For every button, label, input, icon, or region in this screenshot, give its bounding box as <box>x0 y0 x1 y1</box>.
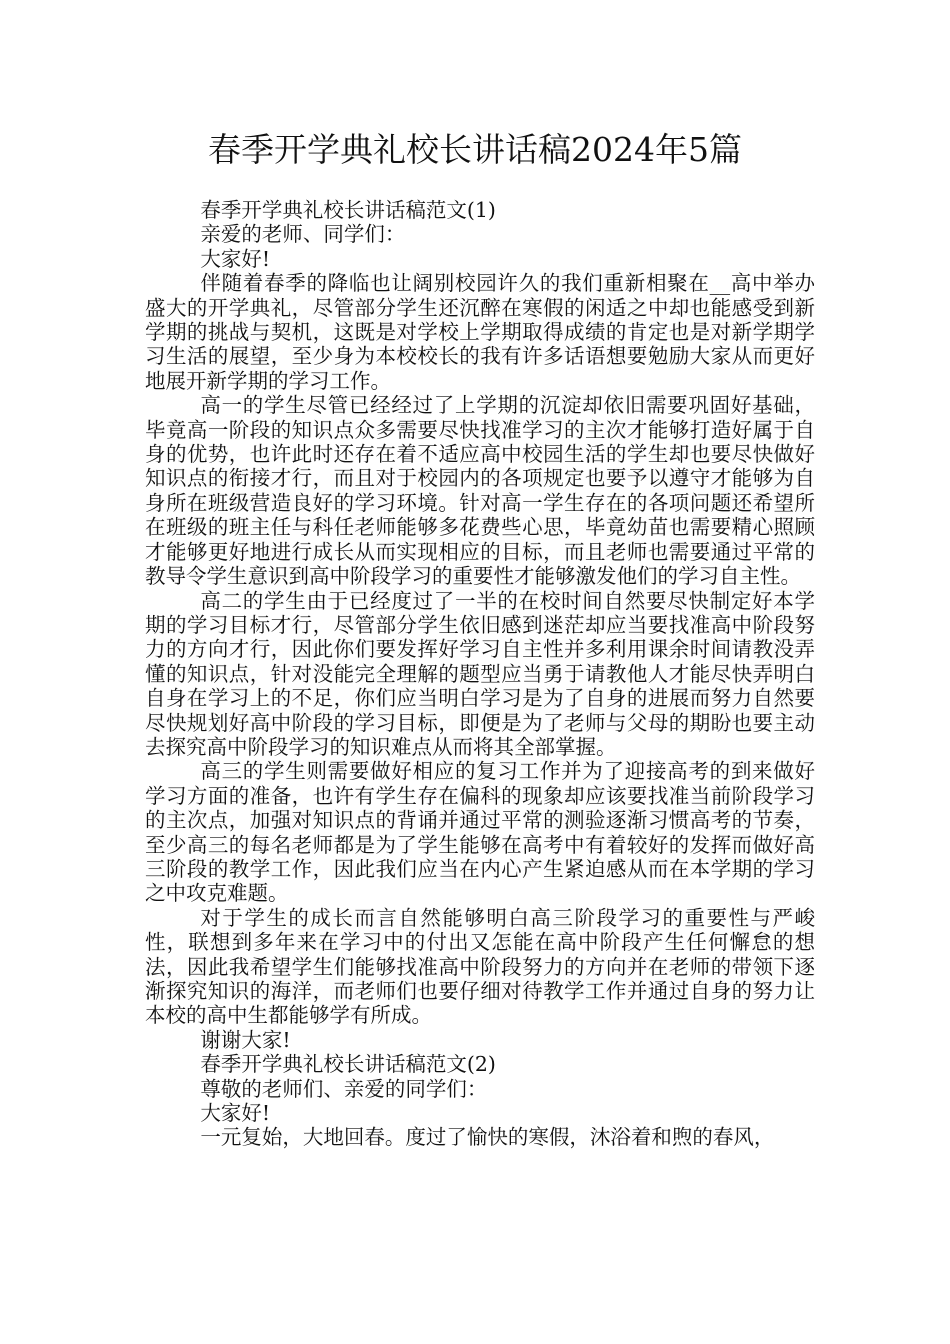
salutation-1: 亲爱的老师、同学们： <box>200 222 406 247</box>
paragraph-grade-11: 高二的学生由于已经度过了一半的在校时间自然要尽快制定好本学期的学习目标才行，尽管部分学生依旧感到迷茫却应当要找准高中阶段努力的方向才行，因此你们要发挥好学习自主性并多利用课余时间请教没弄懂的知识点，针对没能完全理解的题型应当勇于请教他人才能尽快弄明白自身在学习上的不足，你们应当明白学习是为了自身的进展而努力自然要尽快规划好高中阶段的学习目标，即便是为了老师与父母的期盼也要主动去探究高中阶段学习的知识难点从而将其全部掌握。 <box>145 588 815 759</box>
paragraph-grade-12: 高三的学生则需要做好相应的复习工作并为了迎接高考的到来做好学习方面的准备，也许有学生存在偏科的现象却应该要找准当前阶段学习的主次点，加强对知识点的背诵并通过平常的测验逐渐习惯高考的节奏，至少高三的每名老师都是为了学生能够在高考中有着较好的发挥而做好高三阶段的教学工作，因此我们应当在内心产生紧迫感从而在本学期的学习之中攻克难题。 <box>145 759 815 906</box>
greeting-2: 大家好! <box>200 1101 271 1126</box>
section-heading-1: 春季开学典礼校长讲话稿范文(1) <box>200 198 496 222</box>
section-heading-2: 春季开学典礼校长讲话稿范文(2) <box>200 1052 496 1077</box>
paragraph-intro: 伴随着春季的降临也让阔别校园许久的我们重新相聚在__高中举办盛大的开学典礼，尽管部分学生还沉醉在寒假的闲适之中却也能感受到新学期的挑战与契机，这既是对学校上学期取得成绩的肯定也是对新学期学习生活的展望，至少身为本校校长的我有许多话语想要勉励大家从而更好地展开新学期的学习工作。 <box>145 271 815 393</box>
greeting-1: 大家好! <box>200 246 271 271</box>
document-title: 春季开学典礼校长讲话稿2024年5篇 <box>208 130 742 169</box>
paragraph-grade-10: 高一的学生尽管已经经过了上学期的沉淀却依旧需要巩固好基础，毕竟高一阶段的知识点众多需要尽快找准学习的主次才能够打造好属于自身的优势，也许此时还存在着不适应高中校园生活的学生却也要尽快做好知识点的衔接才行，而且对于校园内的各项规定也要予以遵守才能够为自身所在班级营造良好的学习环境。针对高一学生存在的各项问题还希望所在班级的班主任与科任老师能够多花费些心思，毕竟幼苗也需要精心照顾才能够更好地进行成长从而实现相应的目标，而且老师也需要通过平常的教导令学生意识到高中阶段学习的重要性才能够激发他们的学习自主性。 <box>145 393 815 589</box>
salutation-2: 尊敬的老师们、亲爱的同学们： <box>200 1076 488 1101</box>
document-body <box>145 198 815 1150</box>
paragraph-spring-opening: 一元复始，大地回春。度过了愉快的寒假，沐浴着和煦的春风， <box>200 1125 775 1150</box>
paragraph-closing: 对于学生的成长而言自然能够明白高三阶段学习的重要性与严峻性，联想到多年来在学习中的付出又怎能在高中阶段产生任何懈怠的想法，因此我希望学生们能够找准高中阶段努力的方向并在老师的带领下逐渐探究知识的海洋，而老师们也要仔细对待教学工作并通过自身的努力让本校的高中生都能够学有所成。 <box>145 905 815 1028</box>
thanks-line: 谢谢大家! <box>200 1027 291 1052</box>
